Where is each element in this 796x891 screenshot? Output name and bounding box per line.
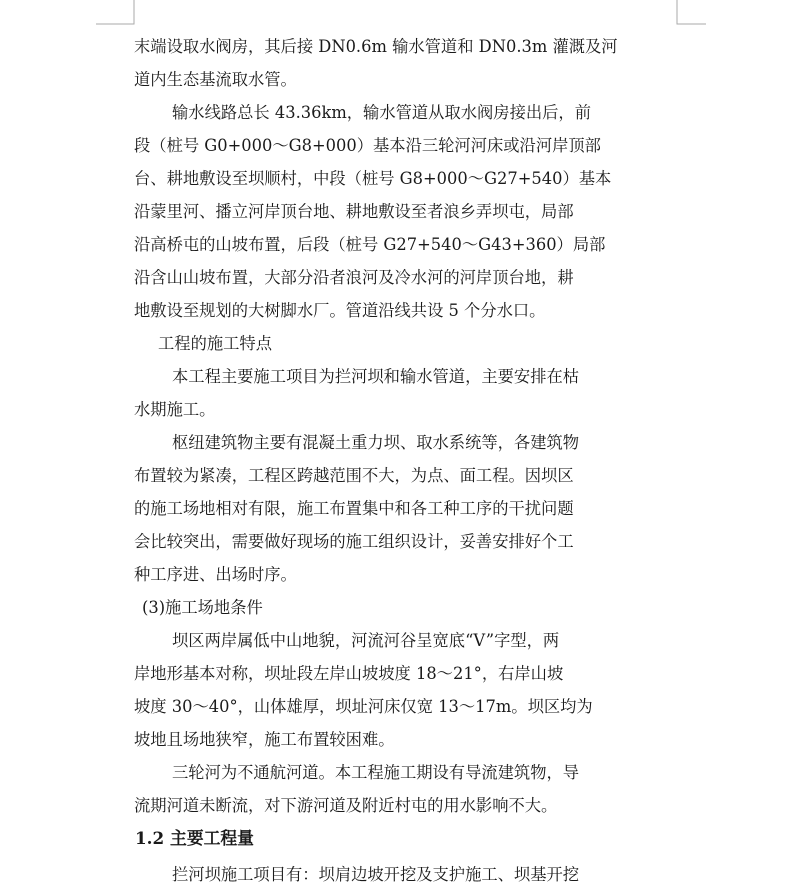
section-subheading: (3)施工场地条件	[142, 598, 263, 617]
paragraph-line: 沿高桥屯的山坡布置，后段（桩号 G27+540～G43+360）局部	[134, 235, 606, 254]
section-subheading: 工程的施工特点	[158, 334, 272, 353]
top-left-corner-mark	[96, 0, 134, 24]
paragraph-line: 输水线路总长 43.36km，输水管道从取水阀房接出后，前	[172, 103, 591, 122]
paragraph-line: 坝区两岸属低中山地貌，河流河谷呈宽底“V”字型，两	[172, 631, 560, 650]
paragraph-line: 地敷设至规划的大树脚水厂。管道沿线共设 5 个分水口。	[134, 301, 546, 320]
paragraph-line: 种工序进、出场时序。	[134, 565, 297, 584]
top-right-corner-mark	[677, 0, 706, 24]
section-heading: 1.2 主要工程量	[135, 828, 254, 848]
paragraph-line: 三轮河为不通航河道。本工程施工期设有导流建筑物，导	[172, 763, 580, 782]
paragraph-line: 岸地形基本对称，坝址段左岸山坡坡度 18～21°，右岸山坡	[134, 664, 564, 683]
paragraph-line: 布置较为紧凑，工程区跨越范围不大，为点、面工程。因坝区	[134, 466, 574, 485]
paragraph-line: 本工程主要施工项目为拦河坝和输水管道，主要安排在枯	[172, 367, 580, 386]
page-corner-marks	[0, 0, 796, 30]
paragraph-line: 末端设取水阀房，其后接 DN0.6m 输水管道和 DN0.3m 灌溉及河	[134, 37, 618, 56]
paragraph-line: 枢纽建筑物主要有混凝土重力坝、取水系统等，各建筑物	[172, 433, 580, 452]
paragraph-line: 会比较突出，需要做好现场的施工组织设计，妥善安排好个工	[134, 532, 574, 551]
paragraph-line: 水期施工。	[134, 400, 216, 419]
paragraph-line: 的施工场地相对有限，施工布置集中和各工种工序的干扰问题	[134, 499, 574, 518]
paragraph-line: 台、耕地敷设至坝顺村，中段（桩号 G8+000～G27+540）基本	[134, 169, 612, 188]
paragraph-line: 段（桩号 G0+000～G8+000）基本沿三轮河河床或沿河岸顶部	[134, 136, 601, 155]
paragraph-line: 坡度 30～40°，山体雄厚，坝址河床仅宽 13～17m。坝区均为	[134, 697, 593, 716]
paragraph-line: 流期河道未断流，对下游河道及附近村屯的用水影响不大。	[134, 796, 558, 815]
paragraph-line: 道内生态基流取水管。	[134, 70, 297, 89]
paragraph-line: 坡地且场地狭窄，施工布置较困难。	[134, 730, 395, 749]
paragraph-line: 沿蒙里河、播立河岸顶台地、耕地敷设至者浪乡弄坝屯，局部	[134, 202, 574, 221]
paragraph-line: 拦河坝施工项目有：坝肩边坡开挖及支护施工、坝基开挖	[172, 865, 580, 884]
paragraph-line: 沿含山山坡布置，大部分沿者浪河及冷水河的河岸顶台地，耕	[134, 268, 574, 287]
